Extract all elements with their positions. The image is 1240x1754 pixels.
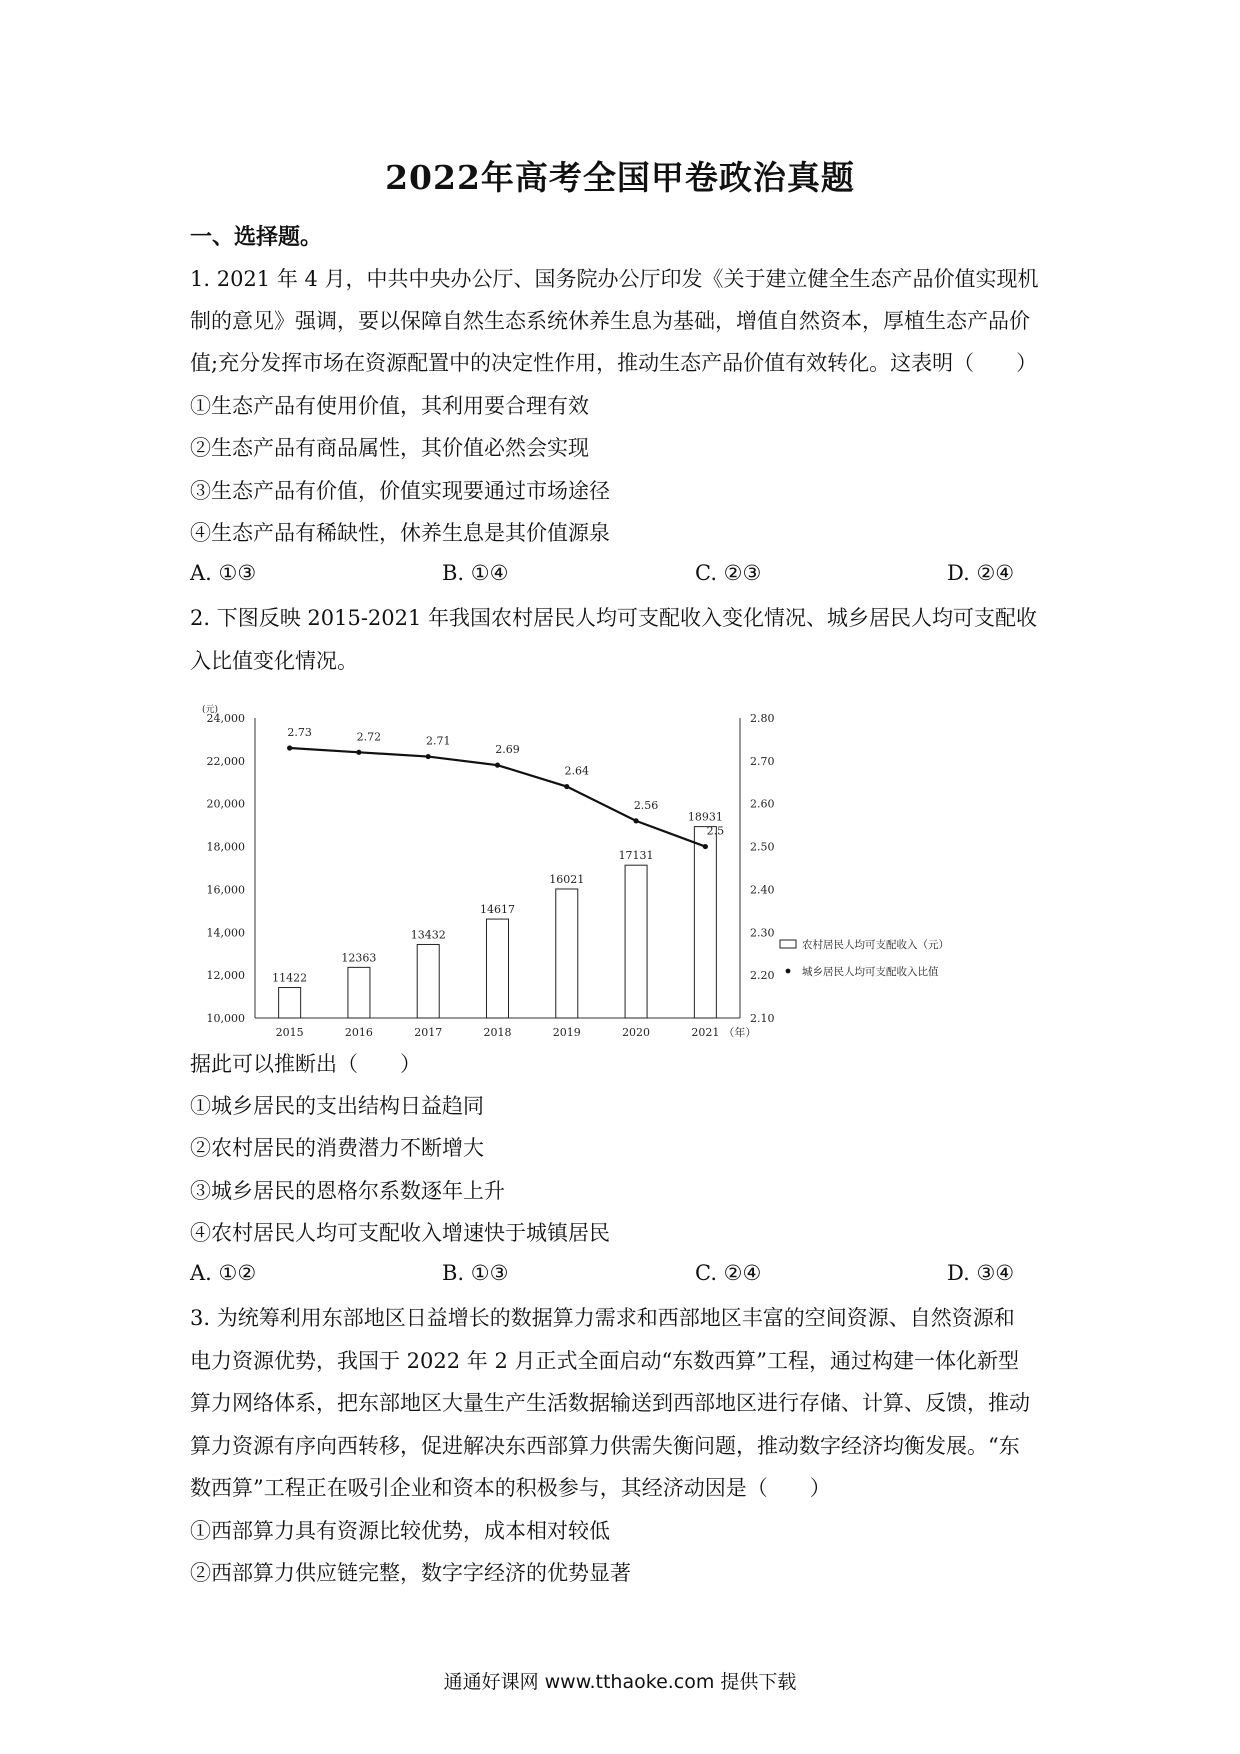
option-c[interactable]: C. ②③ <box>695 561 762 585</box>
x-tick-label: 2020 <box>622 1026 651 1039</box>
y-right-tick-label: 2.10 <box>750 1012 775 1025</box>
ratio-label: 2.71 <box>425 734 451 748</box>
option-c[interactable]: C. ②④ <box>695 1261 762 1285</box>
x-axis-unit: （年） <box>723 1026 757 1039</box>
ratio-point <box>703 844 708 849</box>
q2-statement: ②农村居民的消费潜力不断增大 <box>190 1136 484 1160</box>
option-b[interactable]: B. ①④ <box>442 561 509 585</box>
bar-value-label: 13432 <box>410 928 446 942</box>
q1-statement: ④生态产品有稀缺性，休养生息是其价值源泉 <box>190 521 610 545</box>
y-right-tick-label: 2.20 <box>750 969 775 983</box>
ratio-label: 2.64 <box>564 764 590 778</box>
y-right-tick-label: 2.60 <box>750 797 775 811</box>
y-left-tick-label: 18,000 <box>206 840 245 854</box>
y-left-unit: (元) <box>202 705 219 715</box>
bar <box>279 988 301 1018</box>
option-d[interactable]: D. ②④ <box>947 561 1015 585</box>
bar-value-label: 18931 <box>687 810 723 824</box>
q3-stem-line: 算力资源有序向西转移，促进解决东西部算力供需失衡问题，推动数字经济均衡发展。“东 <box>190 1434 1020 1458</box>
ratio-point <box>633 818 638 823</box>
bar <box>417 944 439 1018</box>
ratio-label: 2.73 <box>287 726 312 739</box>
q2-statement: ④农村居民人均可支配收入增速快于城镇居民 <box>190 1221 610 1245</box>
y-left-tick-label: 22,000 <box>206 754 245 768</box>
y-left-tick-label: 14,000 <box>206 926 245 940</box>
q3-statement: ①西部算力具有资源比较优势，成本相对较低 <box>190 1519 610 1543</box>
chart-legend <box>780 938 949 978</box>
q3-statement: ②西部算力供应链完整，数字字经济的优势显著 <box>190 1561 631 1585</box>
legend-line-label: 城乡居民人均可支配收入比值 <box>802 966 939 978</box>
q2-stem-line: 2. 下图反映 2015-2021 年我国农村居民人均可支配收入变化情况、城乡居民人均可支配收 <box>190 606 1038 630</box>
q2-prompt: 据此可以推断出（ ） <box>190 1052 421 1076</box>
chart-bars <box>272 811 723 1018</box>
x-tick-label: 2016 <box>344 1026 373 1039</box>
q1-statement: ②生态产品有商品属性，其价值必然会实现 <box>190 436 589 460</box>
q2-stem-line: 入比值变化情况。 <box>190 649 358 673</box>
bar-value-label: 11422 <box>272 971 308 985</box>
section-heading: 一、选择题。 <box>190 224 323 250</box>
q1-stem-line: 值;充分发挥市场在资源配置中的决定性作用，推动生态产品价值有效转化。这表明（ ） <box>190 351 1038 375</box>
bar-value-label: 17131 <box>618 849 654 863</box>
q1-stem-line: 1. 2021 年 4 月，中共中央办公厅、国务院办公厅印发《关于建立健全生态产品价值实现机 <box>190 267 1039 291</box>
q3-stem-line: 电力资源优势，我国于 2022 年 2 月正式全面启动“东数西算”工程，通过构建一体化新型 <box>190 1349 1019 1373</box>
y-left-tick-label: 10,000 <box>206 1012 245 1025</box>
option-d[interactable]: D. ③④ <box>947 1261 1015 1285</box>
y-right-tick-label: 2.70 <box>750 754 775 768</box>
ratio-point <box>564 784 569 789</box>
page-footer: 通通好课网 www.tthaoke.com 提供下载 <box>443 1671 797 1693</box>
page-title: 2022年高考全国甲卷政治真题 <box>385 158 855 197</box>
bar-value-label: 12363 <box>341 951 377 965</box>
x-tick-label: 2015 <box>275 1026 304 1039</box>
ratio-point <box>495 763 500 768</box>
legend-bar-label: 农村居民人均可支配收入（元） <box>802 939 949 951</box>
income-chart <box>180 698 1030 1048</box>
option-b[interactable]: B. ①③ <box>442 1261 509 1285</box>
y-right-tick-label: 2.40 <box>750 883 775 897</box>
x-tick-label: 2019 <box>552 1026 581 1039</box>
ratio-label: 2.72 <box>356 730 382 744</box>
y-left-tick-label: 24,000 <box>206 712 245 725</box>
y-left-tick-label: 12,000 <box>206 969 245 983</box>
y-right-tick-label: 2.50 <box>750 840 775 854</box>
x-tick-label: 2017 <box>414 1026 443 1039</box>
q3-stem-line: 3. 为统筹利用东部地区日益增长的数据算力需求和西部地区丰富的空间资源、自然资源和 <box>190 1306 1015 1330</box>
option-a[interactable]: A. ①③ <box>190 561 257 585</box>
ratio-point <box>287 745 292 750</box>
ratio-label: 2.56 <box>633 798 659 812</box>
q1-stem-line: 制的意见》强调，要以保障自然生态系统休养生息为基础，增值自然资本，厚植生态产品价 <box>190 309 1030 333</box>
ratio-point <box>426 754 431 759</box>
ratio-point <box>356 750 361 755</box>
ratio-label: 2.69 <box>495 743 520 757</box>
x-tick-label: 2018 <box>483 1026 512 1039</box>
bar <box>694 827 716 1018</box>
y-right-tick-label: 2.80 <box>750 712 775 725</box>
ratio-label: 2.5 <box>706 824 725 838</box>
y-left-tick-label: 16,000 <box>206 883 245 897</box>
bar-value-label: 14617 <box>480 903 515 917</box>
option-a[interactable]: A. ①② <box>190 1261 257 1285</box>
bar-value-label: 16021 <box>549 872 585 886</box>
bar <box>556 889 578 1018</box>
x-tick-label: 2021 <box>691 1026 720 1039</box>
q1-statement: ③生态产品有价值，价值实现要通过市场途径 <box>190 479 610 503</box>
y-left-tick-label: 20,000 <box>206 797 245 811</box>
legend-bar-swatch <box>780 940 796 948</box>
q2-statement: ③城乡居民的恩格尔系数逐年上升 <box>190 1179 505 1203</box>
chart-ratio-line <box>287 726 724 849</box>
bar <box>625 865 647 1018</box>
q1-statement: ①生态产品有使用价值，其利用要合理有效 <box>190 394 589 418</box>
q3-stem-line: 数西算”工程正在吸引企业和资本的积极参与，其经济动因是（ ） <box>190 1476 831 1500</box>
legend-line-swatch <box>786 969 791 974</box>
bar <box>487 919 509 1018</box>
y-right-tick-label: 2.30 <box>750 926 775 940</box>
bar <box>348 967 370 1018</box>
q3-stem-line: 算力网络体系，把东部地区大量生产生活数据输送到西部地区进行存储、计算、反馈，推动 <box>190 1391 1030 1415</box>
q2-statement: ①城乡居民的支出结构日益趋同 <box>190 1094 484 1118</box>
